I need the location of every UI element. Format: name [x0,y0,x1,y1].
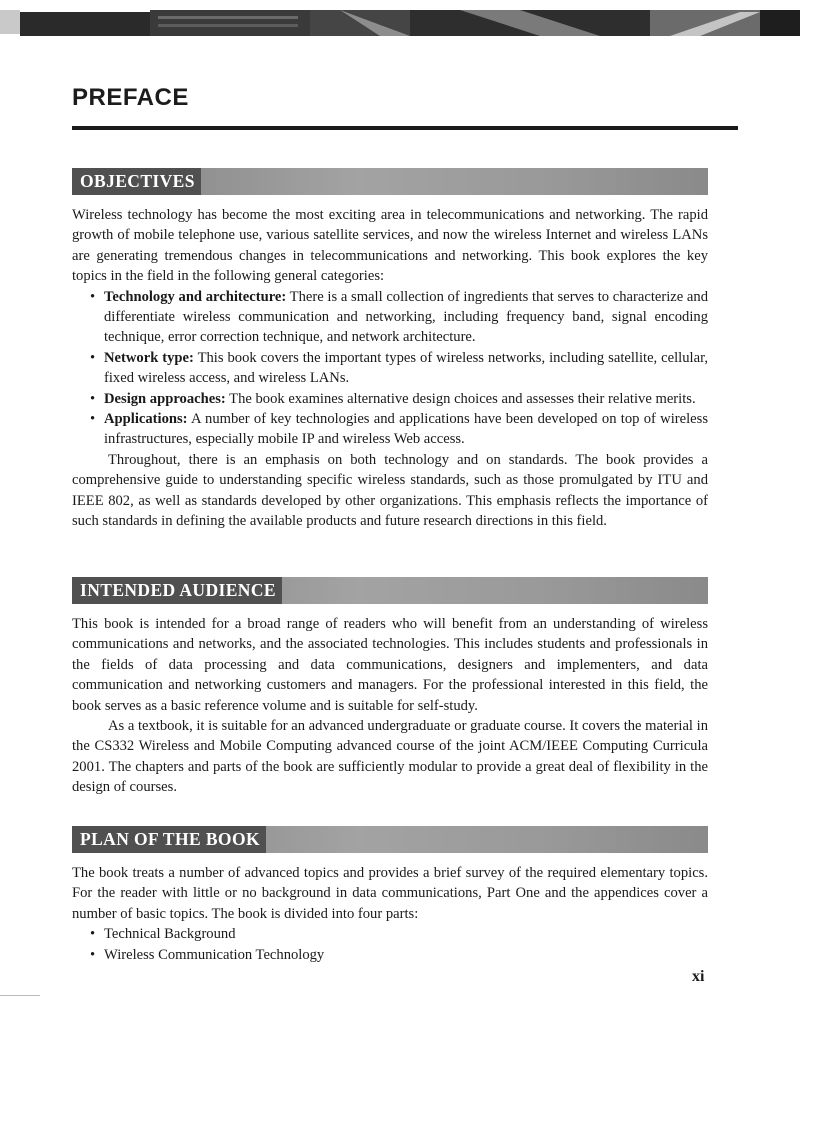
section-objectives [72,168,708,532]
section-intended-audience [72,577,708,798]
objectives-emphasis-paragraph: Throughout, there is an emphasis on both technology and on standards. The book provides a comprehensive guide to understanding specific wireless standards, such as those promulgated by ITU and IEEE 802, as well as standards developed by other organizations. This emphasis reflects the importance of such standards in defining the available products and future research directions in this field. [72,451,708,530]
section-heading-bar [72,168,708,195]
bullet-text: There is a small collection of ingredients that serves to characterize and differentiate wireless communication and networking, including frequency band, signal encoding technique, error correction technique, and network architecture. [104,288,708,346]
list-item [72,348,708,389]
scan-mark [0,995,40,996]
bullet-text: This book covers the important types of wireless networks, including satellite, cellular, fixed wireless access, and wireless LANs. [104,349,708,387]
title-rule [72,126,738,130]
list-item: • Wireless Communication Technology [72,945,708,965]
bullet-term: Technology and architecture: [104,288,287,305]
bullet-text: The book examines alternative design choices and assesses their relative merits. [225,390,696,407]
audience-paragraph: This book is intended for a broad range of readers who will benefit from an understanding of wireless communications and networks, and the associated technologies. This includes students and professionals in the fields of data processing and data communications, designers and implementers, and data communication and networking customers and managers. For the professional interested in this field, the book serves as a basic reference volume and is suitable for self-study. [72,616,708,714]
list-item [72,389,708,409]
objectives-intro: Wireless technology has become the most exciting area in telecommunications and networking. The rapid growth of mobile telephone use, various satellite services, and now the wireless Internet and wireless LANs are generating tremendous changes in telecommunications and networking. This book explores the key topics in the field in the following general categories: [72,207,708,285]
section-heading: PLAN OF THE BOOK [72,826,266,853]
section-heading: OBJECTIVES [72,168,201,195]
list-item [72,409,708,450]
list-item [72,287,708,348]
page-number: xi [692,968,705,985]
bullet-term: Applications: [104,411,188,428]
list-item: • Technical Background [72,924,708,944]
plan-intro: The book treats a number of advanced topics and provides a brief survey of the required elementary topics. For the reader with little or no background in data communications, Part One and the appendices cover a number of basic topics. The book is divided into four parts: [72,865,708,922]
section-heading-bar [72,577,708,604]
objectives-list [72,287,708,450]
bullet-term: Design approaches: [104,390,226,407]
section-plan-of-the-book [72,826,708,965]
section-heading-bar [72,826,708,853]
header-decorative-band [0,6,816,38]
textbook-paragraph: As a textbook, it is suitable for an advanced undergraduate or graduate course. It covers the material in the CS332 Wireless and Mobile Computing advanced course of the joint ACM/IEEE Computing Curricula 2001. The chapters and parts of the book are sufficiently modular to provide a great deal of flexibility in the design of courses. [72,718,708,796]
parts-list [72,924,708,965]
page-title: PREFACE [72,84,189,111]
bullet-term: Network type: [104,349,194,366]
section-heading: INTENDED AUDIENCE [72,577,282,604]
bullet-text: A number of key technologies and applications have been developed on top of wireless infrastructures, especially mobile IP and wireless Web access. [104,411,708,448]
